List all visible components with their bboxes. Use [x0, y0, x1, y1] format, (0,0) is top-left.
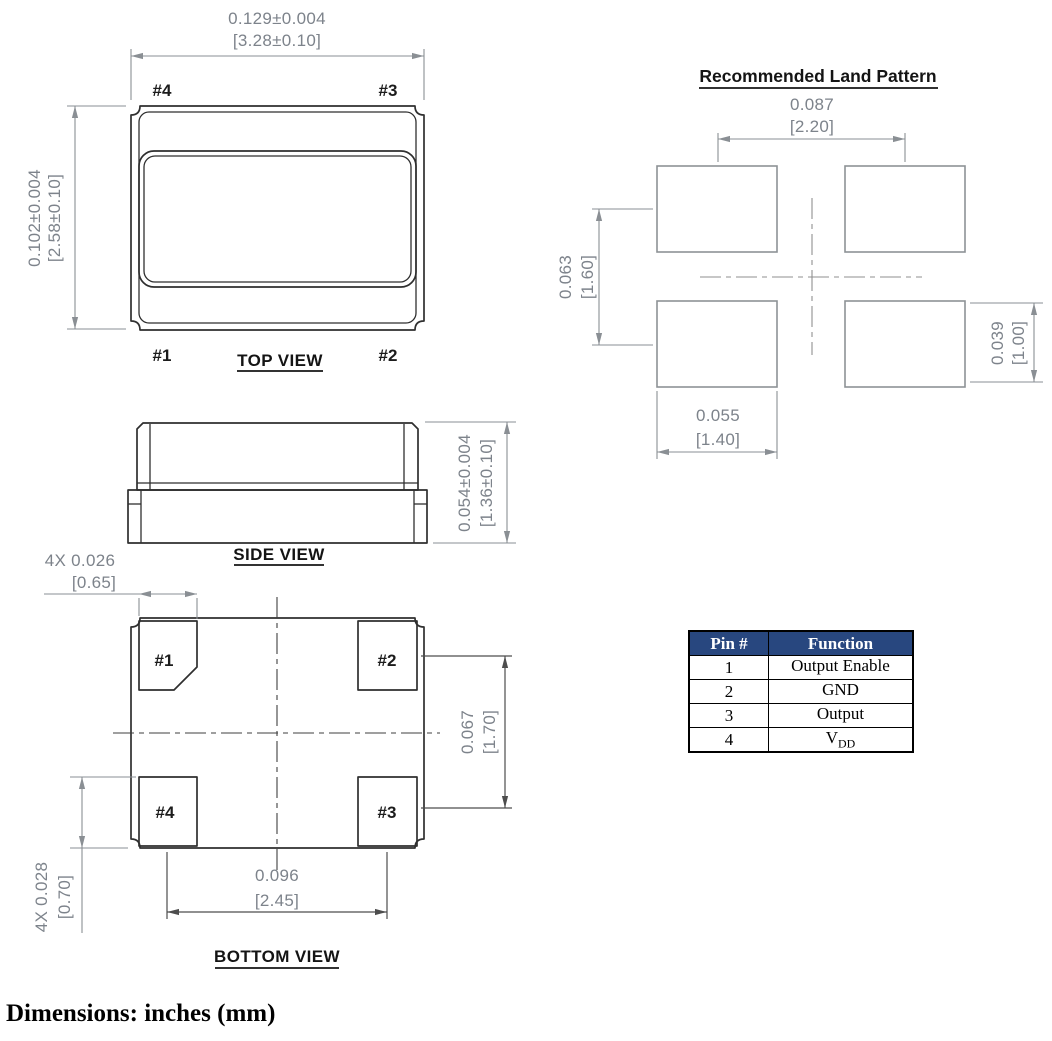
- bottom-view-span-y-mm: [1.70]: [480, 709, 499, 755]
- pin-table-row-4: [689, 728, 913, 753]
- bottom-view-pin4-label: #4: [155, 803, 175, 822]
- top-view-pin3-label: #3: [378, 81, 398, 100]
- top-view-height-mm: [2.58±0.10]: [45, 173, 64, 263]
- land-pattern-pad-width-mm: [1.40]: [695, 430, 741, 449]
- pin-function: Output: [769, 704, 914, 728]
- side-view-base-outline: [128, 490, 427, 543]
- top-view-window-inner: [144, 156, 411, 282]
- pin-table-row-2: [689, 680, 913, 704]
- side-view-title: SIDE VIEW: [233, 545, 325, 564]
- bottom-view: [32, 551, 512, 968]
- land-pattern-pad-height-inches: 0.039: [988, 320, 1007, 366]
- top-view-pin4-label: #4: [152, 81, 172, 100]
- pin-table-header-function: Function: [769, 631, 914, 656]
- pin-function: Output Enable: [769, 656, 914, 680]
- bottom-view-title: BOTTOM VIEW: [214, 947, 340, 966]
- land-pattern-pad-bottom-left: [657, 301, 777, 387]
- bottom-view-pin1-label: #1: [154, 651, 174, 670]
- pin-table-row-3: [689, 704, 913, 728]
- land-pattern-title: Recommended Land Pattern: [699, 66, 937, 86]
- top-view-width-inches: 0.129±0.004: [228, 9, 326, 28]
- side-view-height-mm: [1.36±0.10]: [477, 438, 496, 528]
- pin-table-header-pin: Pin #: [689, 631, 769, 656]
- top-view-pin1-label: #1: [152, 346, 172, 365]
- top-view-width-mm: [3.28±0.10]: [232, 31, 322, 50]
- top-view-lid-outline: [139, 112, 416, 323]
- top-view-package-outline: [131, 106, 424, 330]
- land-pattern-pad-top-right: [845, 166, 965, 252]
- bottom-view-span-x-mm: [2.45]: [254, 891, 300, 910]
- land-pattern-pad-width-inches: 0.055: [695, 406, 741, 425]
- land-pattern-pad-bottom-right: [845, 301, 965, 387]
- bottom-view-span-y-inches: 0.067: [458, 709, 477, 755]
- pin-table-row-1: [689, 656, 913, 680]
- land-pattern: [556, 66, 1043, 459]
- bottom-view-pad-height-inches: 4X 0.028: [32, 861, 51, 933]
- top-view-window-outer: [139, 151, 416, 287]
- side-view-lid-outline: [137, 423, 418, 490]
- bottom-view-pin3-label: #3: [377, 803, 397, 822]
- bottom-view-pad-width-mm: [0.65]: [71, 573, 117, 592]
- pin-number: 4: [689, 728, 769, 753]
- pin-number: 3: [689, 704, 769, 728]
- top-view: [25, 9, 424, 371]
- pin-function: GND: [769, 680, 914, 704]
- bottom-view-pad-width-inches: 4X 0.026: [44, 551, 116, 570]
- top-view-pin2-label: #2: [378, 346, 398, 365]
- pin-number: 1: [689, 656, 769, 680]
- top-view-height-inches: 0.102±0.004: [25, 169, 44, 267]
- side-view: [128, 422, 516, 565]
- land-pattern-pitch-x-mm: [2.20]: [789, 117, 835, 136]
- land-pattern-pitch-y-mm: [1.60]: [578, 254, 597, 300]
- pin-function: $V_{DD}$: [769, 728, 914, 753]
- side-view-height-inches: 0.054±0.004: [455, 434, 474, 532]
- land-pattern-pad-top-left: [657, 166, 777, 252]
- dimensions-units-caption: Dimensions: inches (mm): [6, 1000, 276, 1027]
- pin-table-header-row: [689, 631, 913, 656]
- land-pattern-pitch-x-inches: 0.087: [789, 95, 835, 114]
- land-pattern-pitch-y-inches: 0.063: [556, 254, 575, 300]
- pin-number: 2: [689, 680, 769, 704]
- bottom-view-pad-height-mm: [0.70]: [55, 874, 74, 920]
- top-view-title: TOP VIEW: [237, 351, 323, 370]
- land-pattern-pad-height-mm: [1.00]: [1009, 320, 1028, 366]
- pin-function-table: [688, 630, 914, 753]
- bottom-view-span-x-inches: 0.096: [254, 866, 300, 885]
- bottom-view-pin2-label: #2: [377, 651, 397, 670]
